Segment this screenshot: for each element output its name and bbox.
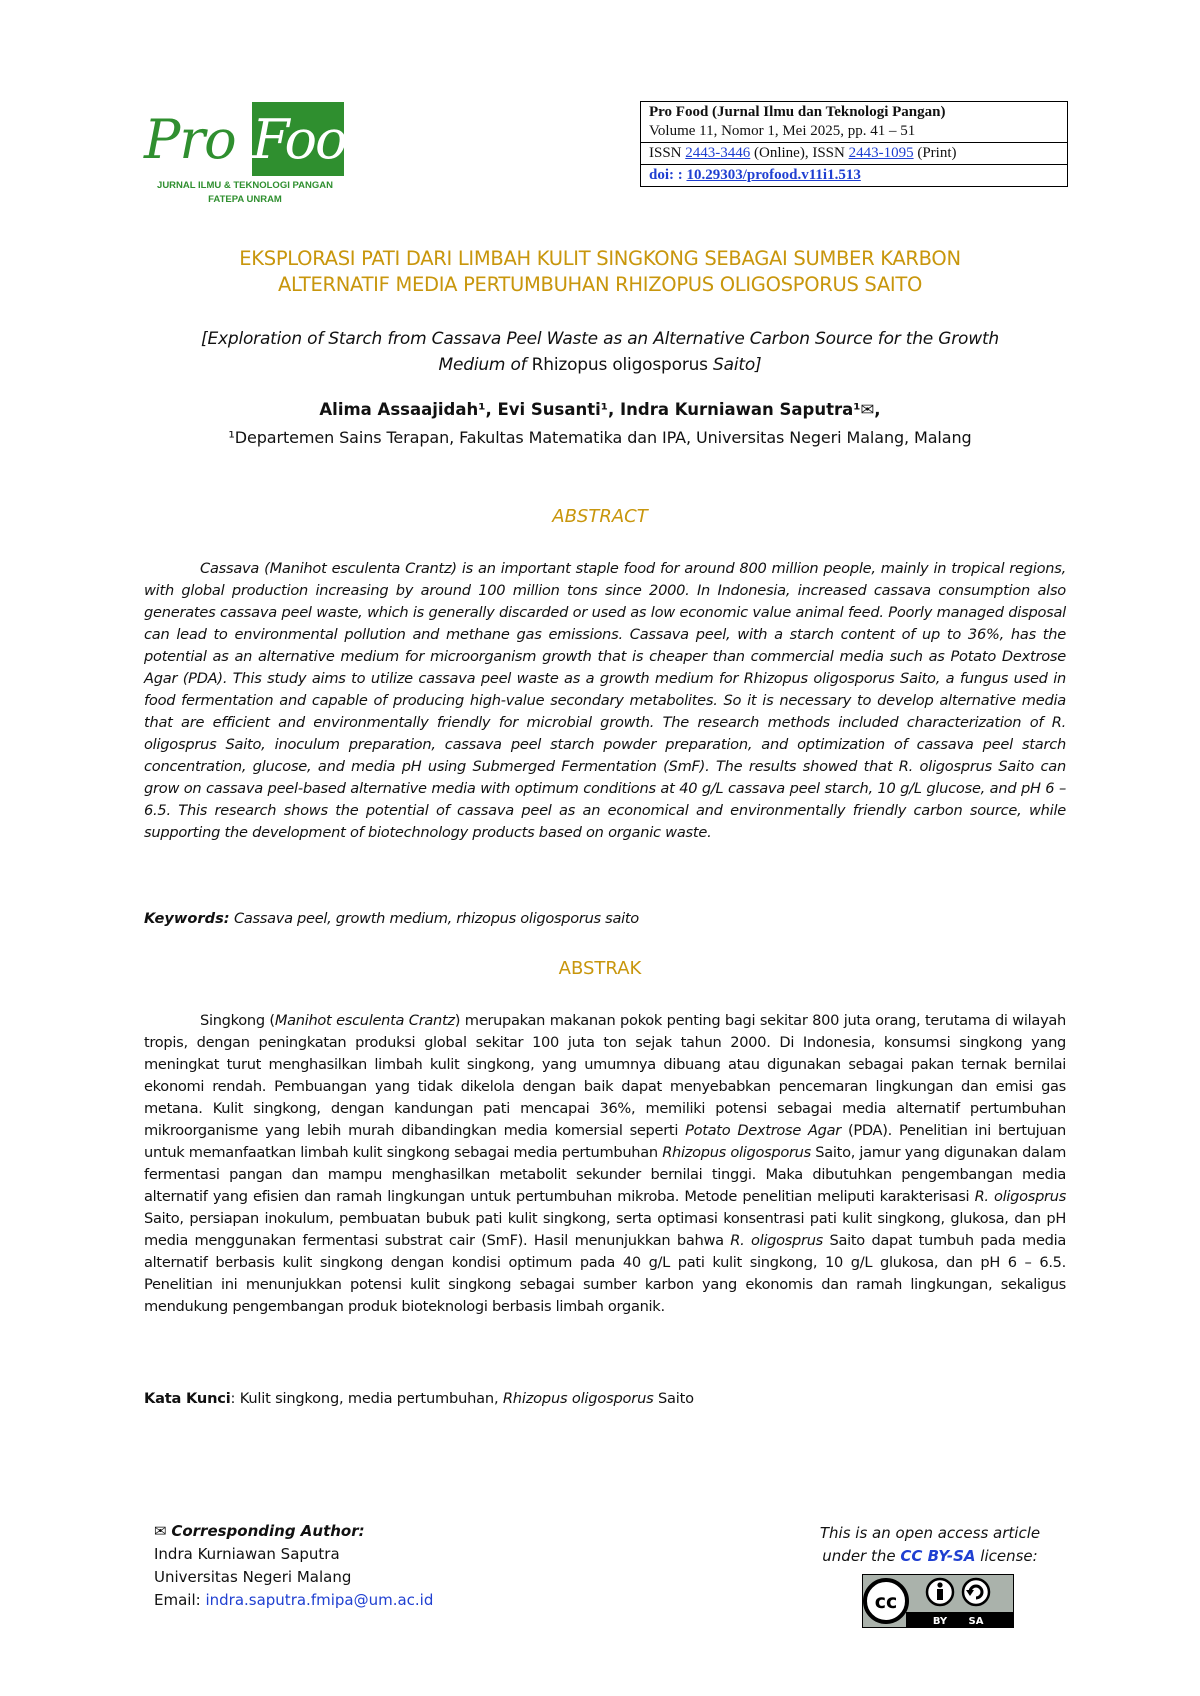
issn-print-link[interactable]: 2443-1095 [848, 145, 914, 161]
kata-kunci [144, 1390, 1066, 1407]
doi-label: doi: : [649, 167, 687, 183]
cc-by-label: BY [932, 1616, 948, 1627]
subtitle-line-2 [150, 352, 1050, 378]
email-label: Email: [154, 1591, 206, 1609]
open-access-line2-a: under the [822, 1547, 901, 1565]
logo-subtitle-2: FATEPA UNRAM [208, 194, 282, 205]
issn-online-link[interactable]: 2443-3446 [685, 145, 751, 161]
abstrak-italic-1: Manihot esculenta Crantz [274, 1012, 455, 1029]
abstrak-seg-5: Saito, persiapan inokulum, pembuatan bubuk pati kulit singkong, serta optimasi konsentrasi pati kulit singkong, glukosa, dan pH media menggunakan fermentasi substrat cair (SmF). Hasil menunjukkan bahwa [144, 1210, 1066, 1249]
logo-word-food: Food [252, 108, 379, 171]
abstrak-italic-3: Rhizopus oligosporus [662, 1144, 811, 1161]
journal-info-box [640, 101, 1068, 187]
kata-kunci-value: Kulit singkong, media pertumbuhan, [239, 1390, 503, 1407]
issn-online-suffix: (Online), ISSN [750, 145, 849, 161]
doi-link[interactable]: 10.29303/profood.v11i1.513 [686, 167, 861, 183]
subtitle-part-c: Saito] [713, 355, 762, 375]
keywords-label: Keywords: [144, 910, 230, 927]
cc-by-sa-badge-icon[interactable] [862, 1574, 1014, 1628]
abstrak-body [144, 1010, 1066, 1318]
corresponding-institution: Universitas Negeri Malang [154, 1568, 352, 1586]
abstrak-seg-4: Saito, jamur yang digunakan dalam fermentasi pangan dan mampu menghasilkan metabolit sekunder bernilai tinggi. Maka dibutuhkan pengembangan media alternatif yang efisien dan ramah lingkungan untuk pertumbuhan mikroba. Metode penelitian meliputi karakterisasi [144, 1144, 1067, 1205]
paper-subtitle [150, 326, 1050, 378]
issn-print-suffix: (Print) [913, 145, 957, 161]
abstrak-heading: ABSTRAK [558, 958, 642, 979]
open-access-line-1: This is an open access article [819, 1524, 1041, 1542]
corresponding-email-row [154, 1589, 433, 1612]
abstract-heading: ABSTRACT [552, 506, 648, 527]
abstrak-italic-5: R. oligosprus [730, 1232, 823, 1249]
svg-text:cc: cc [874, 1591, 898, 1613]
kata-kunci-colon: : [230, 1390, 240, 1407]
abstract-text: Cassava (Manihot esculenta Crantz) is an important staple food for around 800 million people, mainly in tropical regions, with global production increasing by around 100 million tons since 2000. In Indonesia, increased cassava consumption also generates cassava peel waste, which is generally discarded or used as low economic value animal feed. Poorly managed disposal can lead to environmental pollution and methane gas emissions. Cassava peel, with a starch content of up to 36%, has the potential as an alternative medium for microorganism growth that is cheaper than commercial media such as Potato Dextrose Agar (PDA). This study aims to utilize cassava peel waste as a growth medium for Rhizopus oligosporus Saito, a fungus used in food fermentation and capable of producing high-value secondary metabolites. So it is necessary to develop alternative media that are efficient and environmentally friendly for microbial growth. The research methods included characterization of R. oligosprus Saito, inoculum preparation, cassava peel starch powder preparation, and optimization of cassava peel starch concentration, glucose, and media pH using Submerged Fermentation (SmF). The results showed that R. oligosprus Saito can grow on cassava peel-based alternative media with optimum conditions at 40 g/L cassava peel starch, 10 g/L glucose, and pH 6 – 6.5. This research shows the potential of cassava peel as an economical and environmentally friendly carbon source, while supporting the development of biotechnology products based on organic waste. [144, 560, 1066, 841]
corresponding-name: Indra Kurniawan Saputra [154, 1545, 340, 1563]
kata-kunci-tail: Saito [653, 1390, 694, 1407]
logo-subtitle-1: JURNAL ILMU & TEKNOLOGI PANGAN [157, 180, 333, 191]
subtitle-part-a: Medium of [438, 355, 532, 375]
title-line-1: EKSPLORASI PATI DARI LIMBAH KULIT SINGKONG SEBAGAI SUMBER KARBON [239, 247, 961, 270]
abstract-body [144, 558, 1066, 844]
cc-by-sa-link[interactable]: CC BY-SA [900, 1547, 976, 1565]
paper-title [130, 246, 1070, 298]
abstrak-italic-2: Potato Dextrose Agar [685, 1122, 841, 1139]
abstrak-text [144, 1010, 1066, 1318]
corresponding-heading: Corresponding Author: [171, 1522, 365, 1540]
journal-name-row [641, 102, 1067, 142]
abstrak-seg-2: ) merupakan makanan pokok penting bagi sekitar 800 juta orang, terutama di wilayah tropis, dengan peningkatan produksi global sekitar 100 juta ton sejak tahun 2000. Di Indonesia, konsumsi singkong yang meningkat turut menghasilkan limbah kulit singkong, yang umumnya dibuang atau digunakan sebagai pakan ternak bernilai ekonomi rendah. Pembuangan yang tidak dikelola dengan baik dapat menyebabkan pencemaran lingkungan dan emisi gas metana. Kulit singkong, dengan kandungan pati mencapai 36%, memiliki potensi sebagai media alternatif pertumbuhan mikroorganisme yang lebih murah dibandingkan media komersial seperti [144, 1012, 1066, 1139]
affiliation: ¹Departemen Sains Terapan, Fakultas Matematika dan IPA, Universitas Negeri Malang, Malang [228, 428, 972, 447]
keywords [144, 910, 1066, 927]
author-list: Alima Assaajidah¹, Evi Susanti¹, Indra Kurniawan Saputra¹✉, [319, 400, 881, 419]
kata-kunci-italic: Rhizopus oligosporus [502, 1390, 654, 1407]
envelope-icon: ✉ [154, 1522, 172, 1540]
open-access-line-2 [800, 1545, 1060, 1568]
subtitle-line-1: [Exploration of Starch from Cassava Peel Waste as an Alternative Carbon Source for the Growth [201, 329, 999, 349]
subtitle-species: Rhizopus oligosporus [531, 355, 714, 375]
kata-kunci-label: Kata Kunci [144, 1390, 231, 1407]
abstrak-seg-3: (PDA). Penelitian ini bertujuan untuk memanfaatkan limbah kulit singkong sebagai media pertumbuhan [144, 1122, 1066, 1161]
journal-volume: Volume 11, Nomor 1, Mei 2025, pp. 41 – 51 [649, 123, 916, 139]
corresponding-heading-row [154, 1520, 433, 1543]
logo-word-pro: Pro [144, 108, 236, 171]
abstrak-italic-4: R. oligosprus [974, 1188, 1066, 1205]
open-access-note [800, 1522, 1060, 1568]
email-link[interactable]: indra.saputra.fmipa@um.ac.id [205, 1591, 434, 1609]
doi-row [641, 164, 1067, 186]
corresponding-author [154, 1520, 433, 1612]
open-access-line2-b: license: [975, 1547, 1038, 1565]
abstrak-seg-1: Singkong ( [200, 1012, 275, 1029]
keywords-value: Cassava peel, growth medium, rhizopus oligosporus saito [229, 910, 639, 927]
title-line-2: ALTERNATIF MEDIA PERTUMBUHAN RHIZOPUS OLIGOSPORUS SAITO [277, 273, 923, 296]
cc-sa-label: SA [968, 1616, 984, 1627]
issn-prefix: ISSN [649, 145, 686, 161]
journal-logo [140, 100, 379, 210]
journal-name: Pro Food (Jurnal Ilmu dan Teknologi Pangan) [649, 104, 946, 120]
issn-row [641, 142, 1067, 164]
abstrak-seg-6: Saito dapat tumbuh pada media alternatif berbasis kulit singkong dengan kondisi optimum pada 40 g/L pati kulit singkong, 10 g/L glukosa, dan pH 6 – 6.5. Penelitian ini menunjukkan potensi kulit singkong sebagai sumber karbon yang ekonomis dan ramah lingkungan, sekaligus mendukung pengembangan produk bioteknologi berbasis limbah organik. [144, 1232, 1067, 1315]
